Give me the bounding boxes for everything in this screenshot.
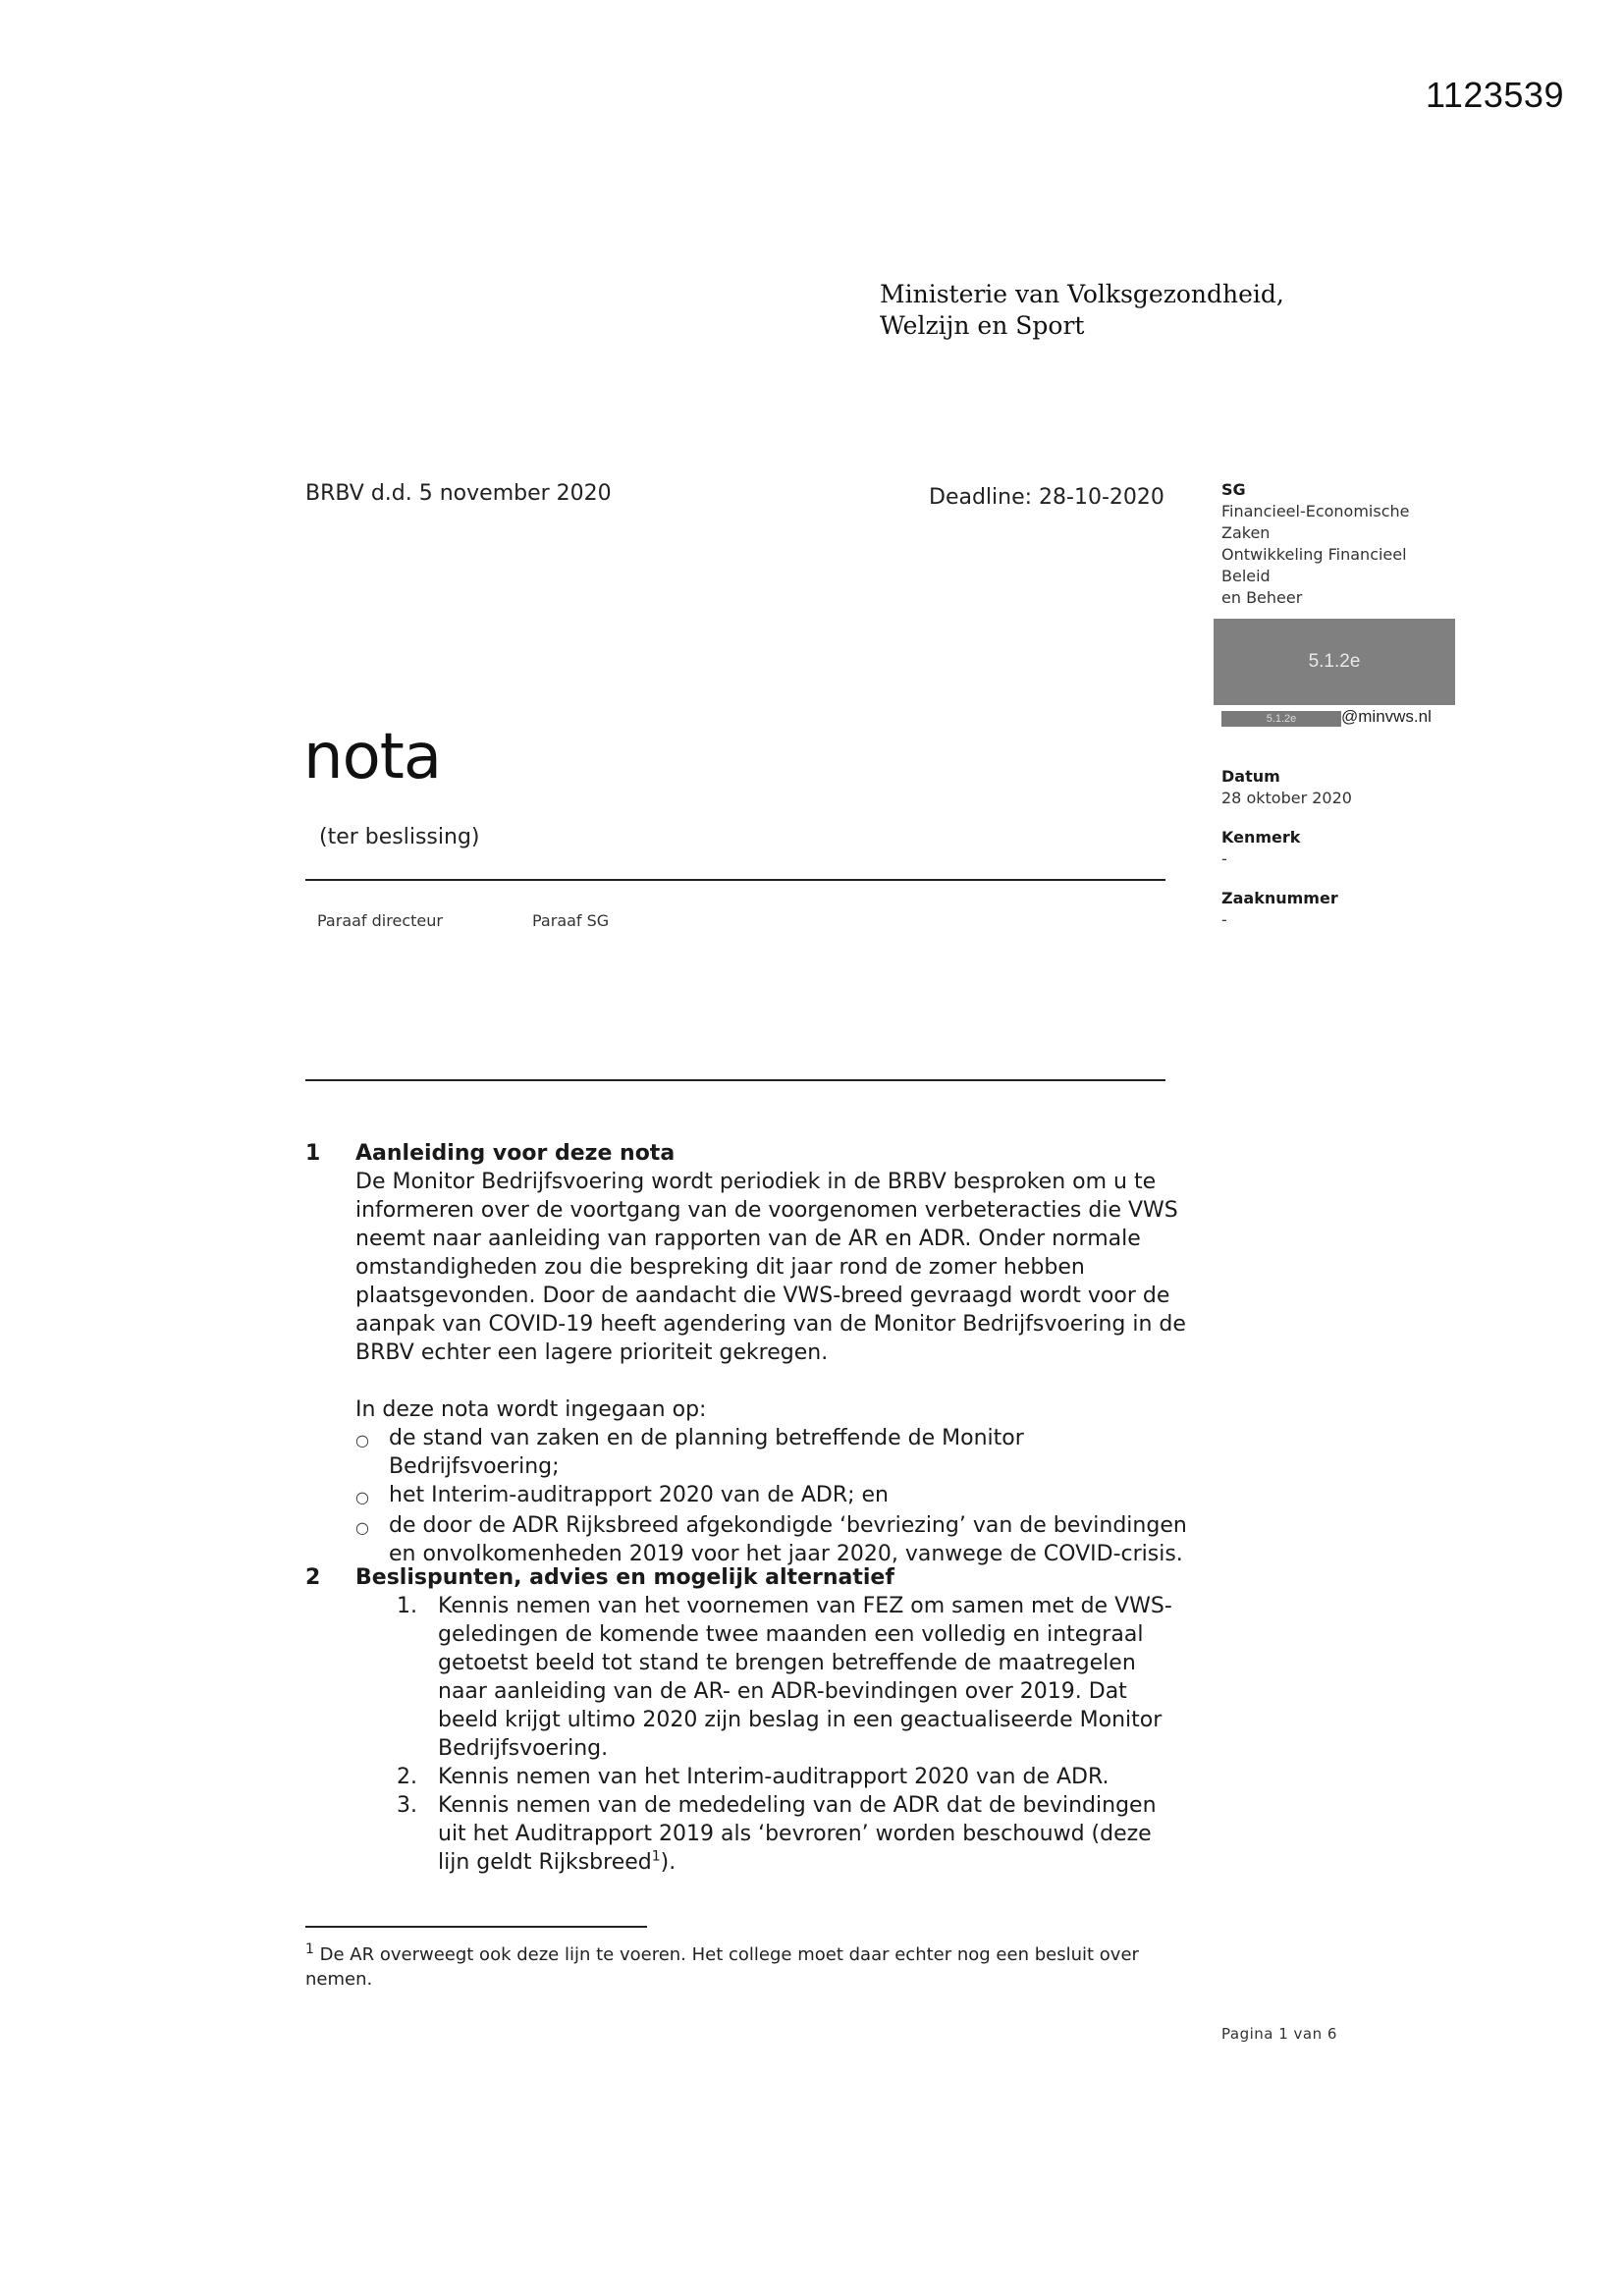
- list-item: 2. Kennis nemen van het Interim-auditrapport 2020 van de ADR.: [397, 1765, 1110, 1789]
- section-1-bullet-list: [355, 1424, 1189, 1568]
- circle-bullet-icon: ○: [355, 1488, 369, 1506]
- document-number: 1123539: [1426, 75, 1564, 115]
- email-redaction: 5.1.2e: [1221, 711, 1341, 727]
- org-sg: SG: [1221, 480, 1246, 499]
- list-item: ○ de door de ADR Rijksbreed afgekondigde ‘bevriezing’ van de bevindingen en onvolkomenheden 2019 voor het jaar 2020, vanwege de COVID-crisis.: [355, 1513, 1187, 1566]
- footnote-divider: [305, 1926, 647, 1928]
- footnote-text: De AR overweegt ook deze lijn te voeren. Het college moet daar echter nog een besluit over nemen.: [305, 1944, 1139, 1990]
- org-line-5: en Beheer: [1221, 588, 1303, 607]
- date-value: 28 oktober 2020: [1221, 789, 1352, 807]
- list-item: 1. Kennis nemen van het voornemen van FEZ om samen met de VWS-geledingen de komende twee maanden een volledig en integraal getoetst beeld tot stand te brengen betreffende de maatregelen naar aanleiding van de AR- en ADR-bevindingen over 2019. Dat beeld krijgt ultimo 2020 zijn beslag in een geactualiseerde Monitor Bedrijfsvoering.: [397, 1594, 1172, 1761]
- org-line-3: Zaken: [1221, 523, 1271, 542]
- reference-value: -: [1221, 849, 1227, 868]
- circle-bullet-icon: ○: [355, 1431, 369, 1449]
- org-line-4: Ontwikkeling Financieel Beleid: [1221, 545, 1407, 585]
- paraaf-director: Paraaf directeur: [317, 911, 443, 930]
- footnote-marker: 1: [305, 1941, 314, 1957]
- section-2-heading: [305, 1563, 1189, 1592]
- section-1-title: Aanleiding voor deze nota: [355, 1141, 676, 1166]
- circle-bullet-icon: ○: [355, 1518, 369, 1537]
- meeting-date: BRBV d.d. 5 november 2020: [305, 481, 612, 506]
- date-label: Datum: [1221, 767, 1280, 786]
- case-number-value: -: [1221, 910, 1227, 929]
- page-number: Pagina 1 van 6: [1221, 2025, 1337, 2043]
- org-line-2: Financieel-Economische: [1221, 502, 1410, 520]
- section-2-number: 2: [305, 1565, 321, 1590]
- section-2: [305, 1563, 1189, 1877]
- sidebar-metadata: [1221, 479, 1457, 640]
- document-subtitle: (ter beslissing): [319, 825, 480, 849]
- section-1: [305, 1139, 1189, 1568]
- decision-points-list: [397, 1592, 1189, 1877]
- footnote-reference[interactable]: 1: [651, 1848, 661, 1865]
- document-title: nota: [303, 721, 442, 793]
- section-2-title: Beslispunten, advies en mogelijk alternatief: [355, 1565, 894, 1590]
- redaction-block: 5.1.2e: [1214, 619, 1455, 705]
- divider-bottom: [305, 1079, 1165, 1081]
- list-item: ○ het Interim-auditrapport 2020 van de ADR; en: [355, 1481, 1189, 1511]
- section-1-paragraph: De Monitor Bedrijfsvoering wordt periodiek in de BRBV besproken om u te informeren over de voortgang van de voorgenomen verbeteracties die VWS neemt naar aanleiding van rapporten van de AR en ADR. Onder normale omstandigheden zou die bespreking dit jaar rond de zomer hebben plaatsgevonden. Door de aandacht die VWS-breed gevraagd wordt voor de aanpak van COVID-19 heeft agendering van de Monitor Bedrijfsvoering in de BRBV echter een lagere prioriteit gekregen.: [355, 1170, 1186, 1365]
- list-item: 3. Kennis nemen van de mededeling van de ADR dat de bevindingen uit het Auditrapport 2019 als ‘bevroren’ worden beschouwd (deze lijn geldt Rijksbreed$^1$).: [397, 1793, 1157, 1875]
- divider-top: [305, 879, 1165, 881]
- footnote: [305, 1942, 1189, 1992]
- ministry-name: [880, 279, 1284, 342]
- ministry-line-2: Welzijn en Sport: [880, 311, 1085, 340]
- email-domain: @minvws.nl: [1341, 707, 1432, 726]
- deadline: Deadline: 28-10-2020: [929, 485, 1164, 510]
- list-item: ○ de stand van zaken en de planning betreffende de Monitor Bedrijfsvoering;: [355, 1426, 1024, 1479]
- ministry-line-1: Ministerie van Volksgezondheid,: [880, 280, 1284, 308]
- paraaf-sg: Paraaf SG: [532, 911, 610, 930]
- sidebar-dates: [1221, 766, 1457, 931]
- case-number-label: Zaaknummer: [1221, 889, 1338, 907]
- section-1-number: 1: [305, 1141, 321, 1166]
- reference-label: Kenmerk: [1221, 828, 1301, 847]
- section-1-heading: [305, 1139, 1189, 1168]
- section-1-intro: In deze nota wordt ingegaan op:: [355, 1397, 707, 1422]
